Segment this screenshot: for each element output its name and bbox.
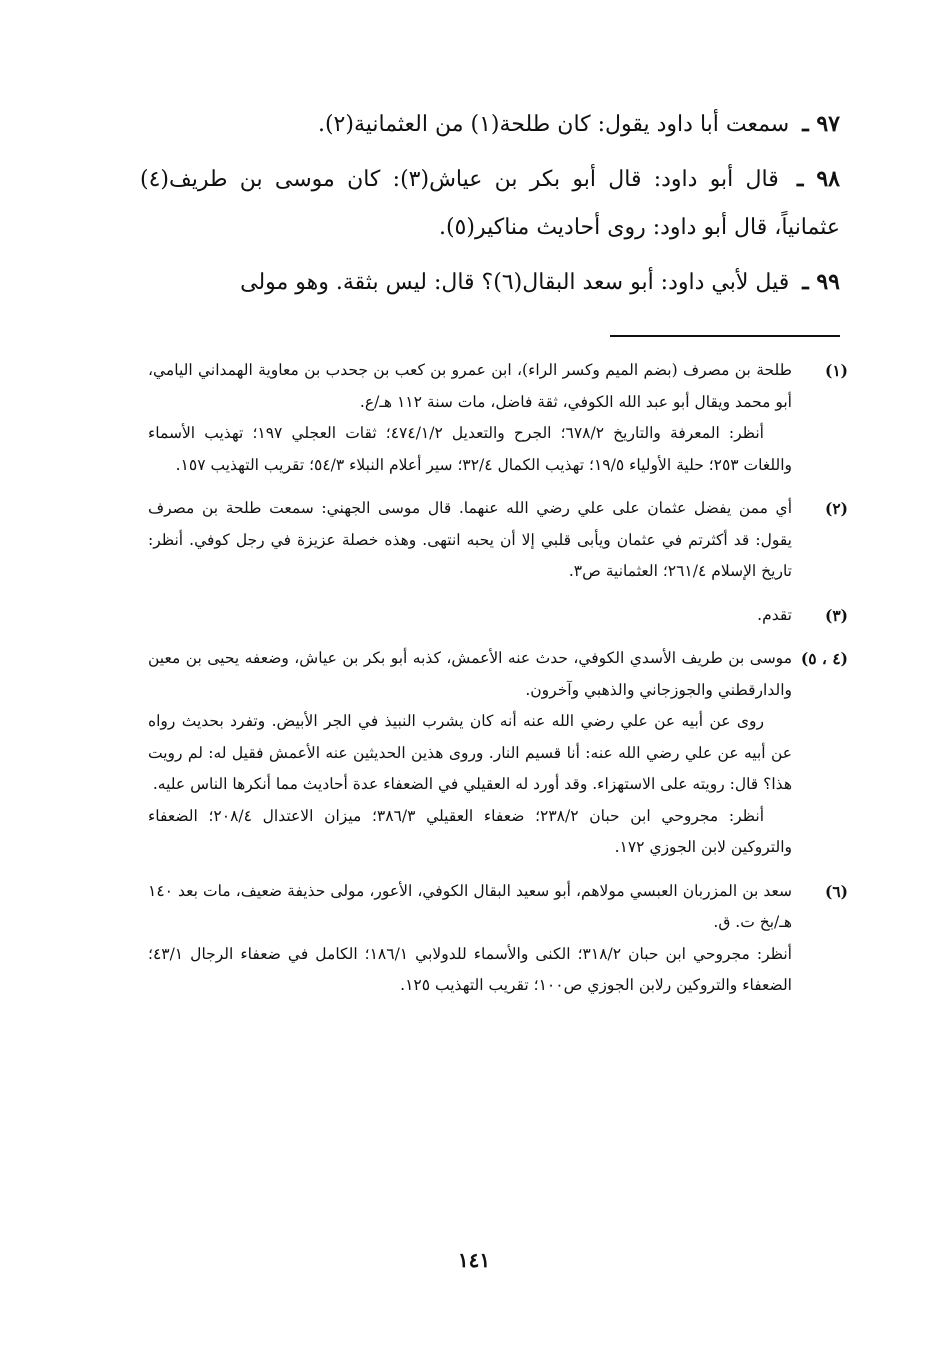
footnote-separator — [610, 335, 840, 337]
footnotes — [148, 355, 848, 1014]
footnote-6 — [148, 876, 848, 1002]
footnote-number: (٣) — [824, 605, 848, 625]
footnote-3 — [148, 600, 848, 632]
footnote-text: موسى بن طريف الأسدي الكوفي، حدث عنه الأعمش، كذبه أبو بكر بن عياش، وضعفه يحيى بن معين والدارقطني والجوزجاني والذهبي وآخرون. — [148, 649, 792, 699]
footnote-text: طلحة بن مصرف (بضم الميم وكسر الراء)، ابن عمرو بن كعب بن جحدب بن معاوية الهمداني اليامي، أبو محمد ويقال أبو عبد الله الكوفي، ثقة فاضل، مات سنة ١١٢ هـ/ع. — [148, 361, 792, 411]
entry-97 — [140, 100, 840, 149]
footnote-number: (٤ ، ٥) — [800, 649, 848, 668]
footnote-references: أنظر: مجروحي ابن حبان ٣١٨/٢؛ الكنى والأسماء للدولابي ١٨٦/١؛ الكامل في ضعفاء الرجال ٤٣/١؛ الضعفاء والتروكين رلابن الجوزي ص١٠٠؛ تقريب التهذيب ١٢٥. — [148, 944, 792, 994]
footnote-text: أي ممن يفضل عثمان على علي رضي الله عنهما. قال موسى الجهني: سمعت طلحة بن مصرف يقول: قد أكثرتم في عثمان ويأبى قلبي إلا أن يحبه انتهى. وهذه خصلة عزيزة في رجل كوفي. أنظر: تاريخ الإسلام ٢٦١/٤؛ العثمانية ص٣. — [148, 499, 792, 580]
entry-98 — [140, 155, 840, 252]
entry-number: ٩٨ ـ — [797, 166, 840, 192]
entry-text: قيل لأبي داود: أبو سعد البقال(٦)؟ قال: ليس بثقة. وهو مولى — [240, 270, 790, 295]
footnote-2 — [148, 493, 848, 588]
footnote-text: روى عن أبيه عن علي رضي الله عنه أنه كان يشرب النبيذ في الجر الأبيض. وتفرد بحديث رواه عن أبيه عن علي رضي الله عنه: أنا قسيم النار. وروى هذين الحديثين عنه الأعمش فقيل له: لم رويت هذا؟ قال: رويته على الاستهزاء. وقد أورد له العقيلي في الضعفاء عدة أحاديث مما أنكرها الناس عليه. — [148, 712, 792, 793]
entry-number: ٩٩ ـ — [802, 269, 840, 295]
entry-text: قال أبو داود: قال أبو بكر بن عياش(٣): كان موسى بن طريف(٤) عثمانياً، قال أبو داود: روى أحاديث مناكير(٥). — [140, 167, 840, 240]
footnote-references: أنظر: المعرفة والتاريخ ٦٧٨/٢؛ الجرح والتعديل ٤٧٤/١/٢؛ ثقات العجلي ١٩٧؛ تهذيب الأسماء واللغات ٢٥٣؛ حلية الأولياء ١٩/٥؛ تهذيب الكمال ٣٢/٤؛ سير أعلام النبلاء ٥٤/٣؛ تقريب التهذيب ١٥٧. — [148, 424, 792, 474]
main-text — [140, 100, 840, 313]
footnote-1 — [148, 355, 848, 481]
footnote-number: (١) — [824, 361, 848, 380]
footnote-number: (٦) — [824, 881, 848, 901]
footnote-4-5 — [148, 643, 848, 864]
entry-text: سمعت أبا داود يقول: كان طلحة(١) من العثمانية(٢). — [317, 112, 790, 137]
footnote-text: سعد بن المزربان العبسي مولاهم، أبو سعيد البقال الكوفي، الأعور، مولى حذيفة ضعيف، مات بعد ١٤٠ هـ/بخ ت. ق. — [148, 881, 792, 931]
page-number: ١٤١ — [457, 1248, 491, 1272]
footnote-text: تقدم. — [757, 605, 792, 624]
entry-number: ٩٧ ـ — [802, 111, 840, 137]
footnote-references: أنظر: مجروحي ابن حبان ٢٣٨/٢؛ ضعفاء العقيلي ٣٨٦/٣؛ ميزان الاعتدال ٢٠٨/٤؛ الضعفاء والتروكين لابن الجوزي ١٧٢. — [148, 806, 792, 856]
footnote-number: (٢) — [824, 499, 848, 518]
entry-99 — [140, 258, 840, 307]
